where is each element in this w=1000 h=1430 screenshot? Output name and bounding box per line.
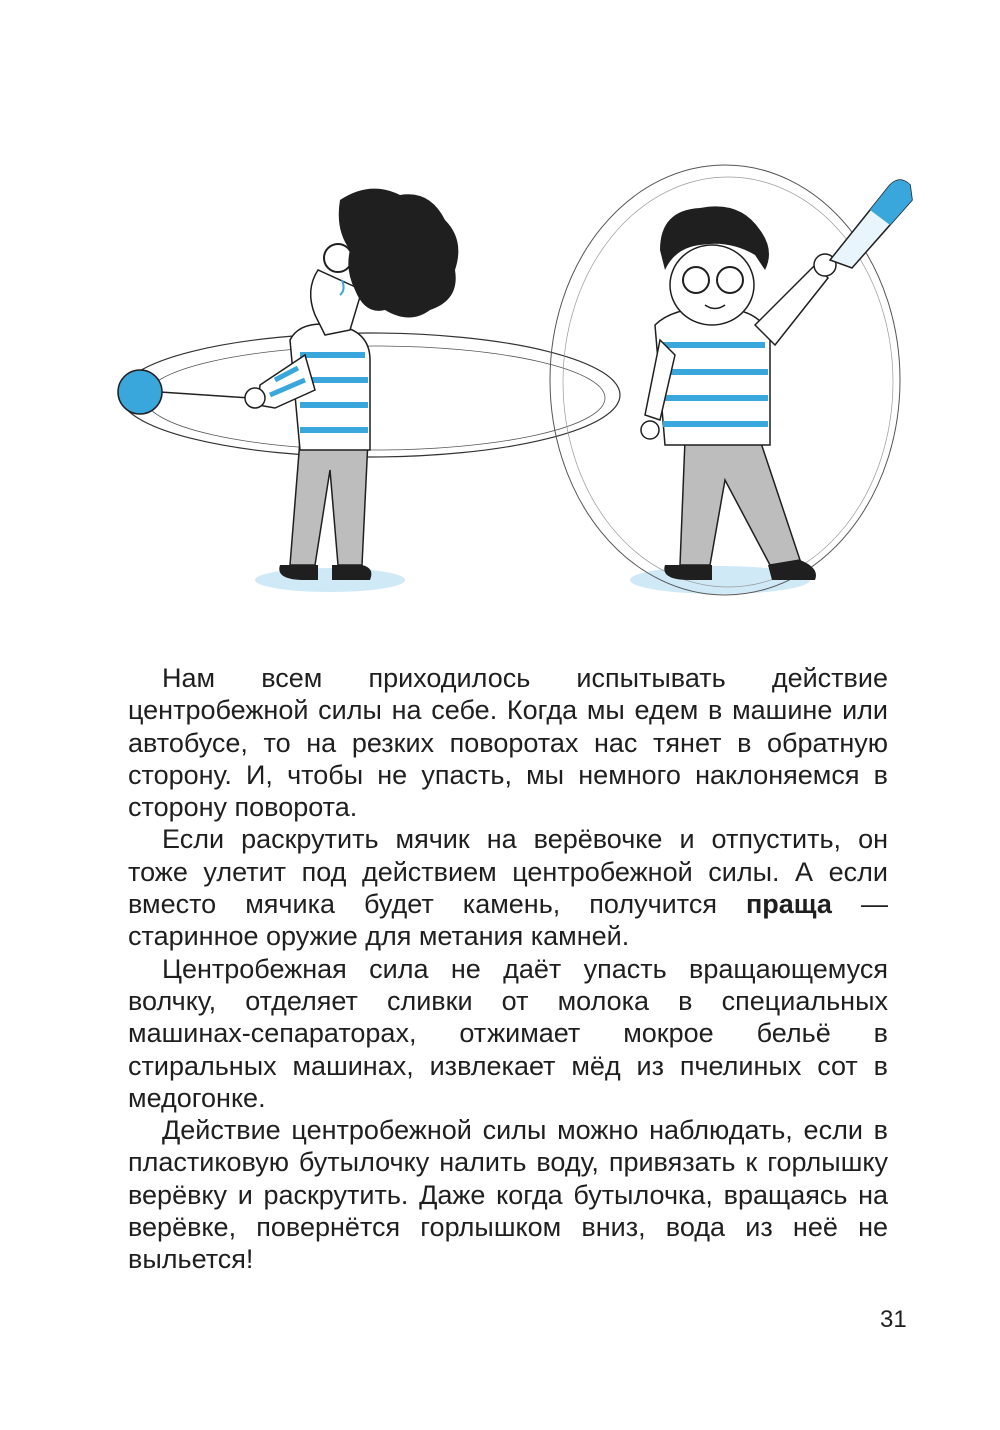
main-text bbox=[128, 662, 888, 1276]
paragraph-1: Нам всем приходилось испытывать действие центробежной силы на себе. Когда мы едем в машине или автобусе, то на резких поворотах нас тянет в обратную сторону. И, чтобы не упасть, мы немного наклоняемся в сторону поворота. bbox=[128, 663, 888, 823]
right-boy-left-hand bbox=[641, 421, 659, 439]
illustration bbox=[100, 140, 920, 620]
ball-orbit-inner bbox=[145, 346, 605, 450]
paragraph-2 bbox=[128, 823, 888, 952]
floor-shadow-left bbox=[255, 568, 405, 592]
right-boy-legs bbox=[680, 440, 800, 565]
boy-with-bottle bbox=[550, 165, 912, 595]
page-number: 31 bbox=[880, 1306, 907, 1333]
left-boy-hand bbox=[245, 388, 265, 408]
paragraph-3: Центробежная сила не даёт упасть вращающемуся волчку, отделяет сливки от молока в специальных машинах-сепараторах, отжимает мокрое бельё в стиральных машинах, извлекает мёд из пчелиных сот в медогонке. bbox=[128, 953, 888, 1113]
string bbox=[160, 392, 250, 398]
left-boy-glasses bbox=[324, 244, 352, 272]
paragraph-2-start: Если раскрутить мячик на верёвочке и отпустить, он тоже улетит под действием центробежной силы. А если вместо мячика будет камень, получится bbox=[128, 824, 888, 920]
ball bbox=[118, 370, 162, 414]
paragraph-4: Действие центробежной силы можно наблюдать, если в пластиковую бутылочку налить воду, привязать к горлышку верёвку и раскрутить. Даже когда бутылочка, вращаясь на верёвке, повернётся горлышком вниз, вода из неё не выльется! bbox=[128, 1115, 888, 1275]
left-boy-legs bbox=[290, 440, 368, 565]
paragraph-2-end: — старинное оружие для метания камней. bbox=[128, 889, 888, 952]
term-prashcha: праща bbox=[745, 889, 832, 920]
right-boy-raised-arm bbox=[755, 265, 828, 345]
boy-with-ball bbox=[118, 189, 620, 592]
